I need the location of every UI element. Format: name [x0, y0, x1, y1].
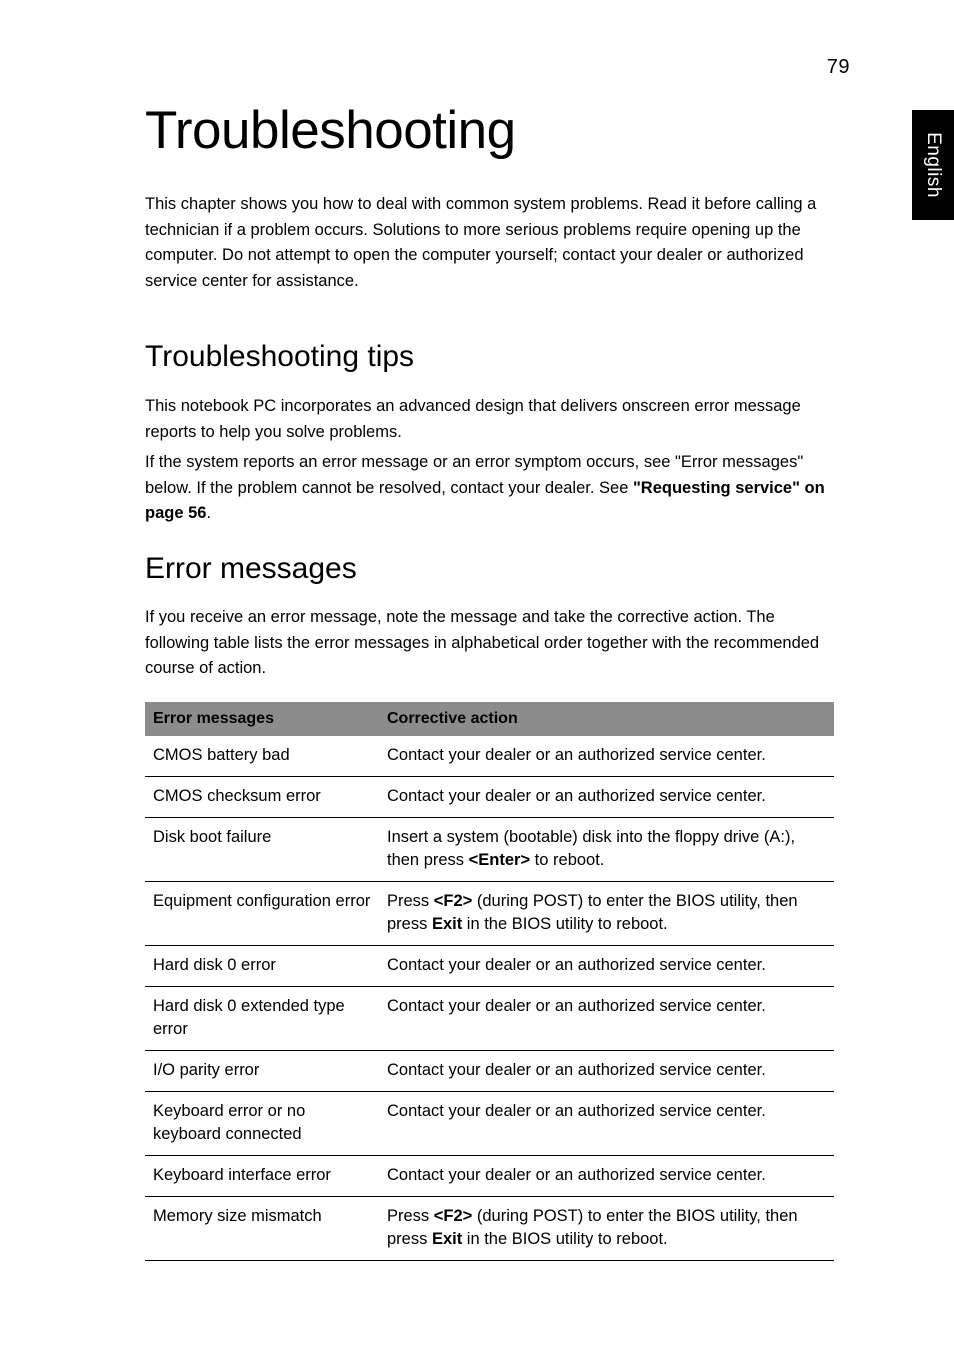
tips-paragraph-2	[145, 450, 835, 527]
side-tab-label: English	[923, 132, 944, 198]
table-cell-action	[379, 946, 834, 987]
table-cell-message: Disk boot failure	[145, 818, 379, 882]
page-number: 79	[826, 56, 850, 78]
chapter-intro-paragraph: This chapter shows you how to deal with common system problems. Read it before calling a technician if a problem occurs. Solutions to more serious problems require opening up the computer. Do not attempt to open the computer yourself; contact your dealer or authorized service center for assistance.	[145, 195, 817, 290]
language-side-tab	[912, 110, 954, 220]
table-row	[145, 1092, 834, 1156]
table-cell-message: Hard disk 0 extended type error	[145, 987, 379, 1051]
action-bold-1: <F2>	[433, 892, 473, 910]
action-text-a: Press	[387, 892, 434, 910]
action-text-a: Contact your dealer or an authorized service center.	[387, 746, 766, 764]
action-text-c: in the BIOS utility to reboot.	[462, 915, 668, 933]
action-bold-1: <Enter>	[468, 851, 531, 869]
action-text-a: Insert a system (bootable) disk into the floppy drive (A:), then press	[387, 828, 796, 869]
table-row	[145, 777, 834, 818]
tips-paragraph-2-text-a: If the system reports an error message or an error symptom occurs, see "Error messages" below. If the problem cannot be resolved, contact your dealer. See	[145, 453, 804, 497]
action-text-b: (during POST) to enter the BIOS utility, then press	[387, 892, 798, 933]
table-row	[145, 736, 834, 777]
action-text-b: to reboot.	[530, 851, 605, 869]
action-bold-1: <F2>	[433, 1207, 473, 1225]
table-cell-action	[379, 818, 834, 882]
table-header-corrective-action: Corrective action	[379, 702, 834, 736]
table-row	[145, 987, 834, 1051]
table-cell-message: Keyboard interface error	[145, 1156, 379, 1197]
table-cell-action	[379, 882, 834, 946]
action-bold-2: Exit	[431, 1230, 463, 1248]
error-messages-table-wrapper	[145, 702, 834, 1261]
table-header-error-messages: Error messages	[145, 702, 379, 736]
action-text-a: Contact your dealer or an authorized service center.	[387, 1102, 766, 1120]
action-text-b: (during POST) to enter the BIOS utility, then press	[387, 1207, 798, 1248]
table-header-row	[145, 702, 834, 736]
action-text-a: Contact your dealer or an authorized service center.	[387, 997, 766, 1015]
cross-reference-link[interactable]: "Requesting service" on page 56	[145, 478, 825, 522]
action-text-c: in the BIOS utility to reboot.	[462, 1230, 668, 1248]
table-cell-message: CMOS battery bad	[145, 736, 379, 777]
tips-paragraph-1: This notebook PC incorporates an advanced design that delivers onscreen error message reports to help you solve problems.	[145, 397, 801, 441]
action-text-a: Contact your dealer or an authorized service center.	[387, 1166, 766, 1184]
section-heading-troubleshooting-tips: Troubleshooting tips	[145, 340, 415, 373]
table-row	[145, 882, 834, 946]
page-title: Troubleshooting	[145, 101, 516, 160]
error-messages-table	[145, 702, 834, 1261]
table-cell-action	[379, 1197, 834, 1261]
table-row	[145, 946, 834, 987]
error-messages-paragraph-1: If you receive an error message, note the message and take the corrective action. The following table lists the error messages in alphabetical order together with the recommended course of action.	[145, 608, 820, 677]
table-cell-message: Keyboard error or no keyboard connected	[145, 1092, 379, 1156]
table-cell-action	[379, 1051, 834, 1092]
table-row	[145, 1197, 834, 1261]
table-cell-message: Memory size mismatch	[145, 1197, 379, 1261]
table-cell-message: I/O parity error	[145, 1051, 379, 1092]
action-text-a: Press	[387, 1207, 434, 1225]
action-bold-2: Exit	[431, 915, 463, 933]
table-cell-message: Hard disk 0 error	[145, 946, 379, 987]
table-row	[145, 1156, 834, 1197]
table-cell-message: CMOS checksum error	[145, 777, 379, 818]
section-heading-error-messages: Error messages	[145, 552, 357, 585]
table-row	[145, 1051, 834, 1092]
action-text-a: Contact your dealer or an authorized service center.	[387, 787, 766, 805]
tips-paragraph-2-text-b: .	[206, 504, 212, 522]
table-cell-action	[379, 1092, 834, 1156]
table-cell-message: Equipment configuration error	[145, 882, 379, 946]
table-cell-action	[379, 736, 834, 777]
table-cell-action	[379, 987, 834, 1051]
action-text-a: Contact your dealer or an authorized service center.	[387, 1061, 766, 1079]
table-cell-action	[379, 1156, 834, 1197]
action-text-a: Contact your dealer or an authorized service center.	[387, 956, 766, 974]
table-cell-action	[379, 777, 834, 818]
table-row	[145, 818, 834, 882]
